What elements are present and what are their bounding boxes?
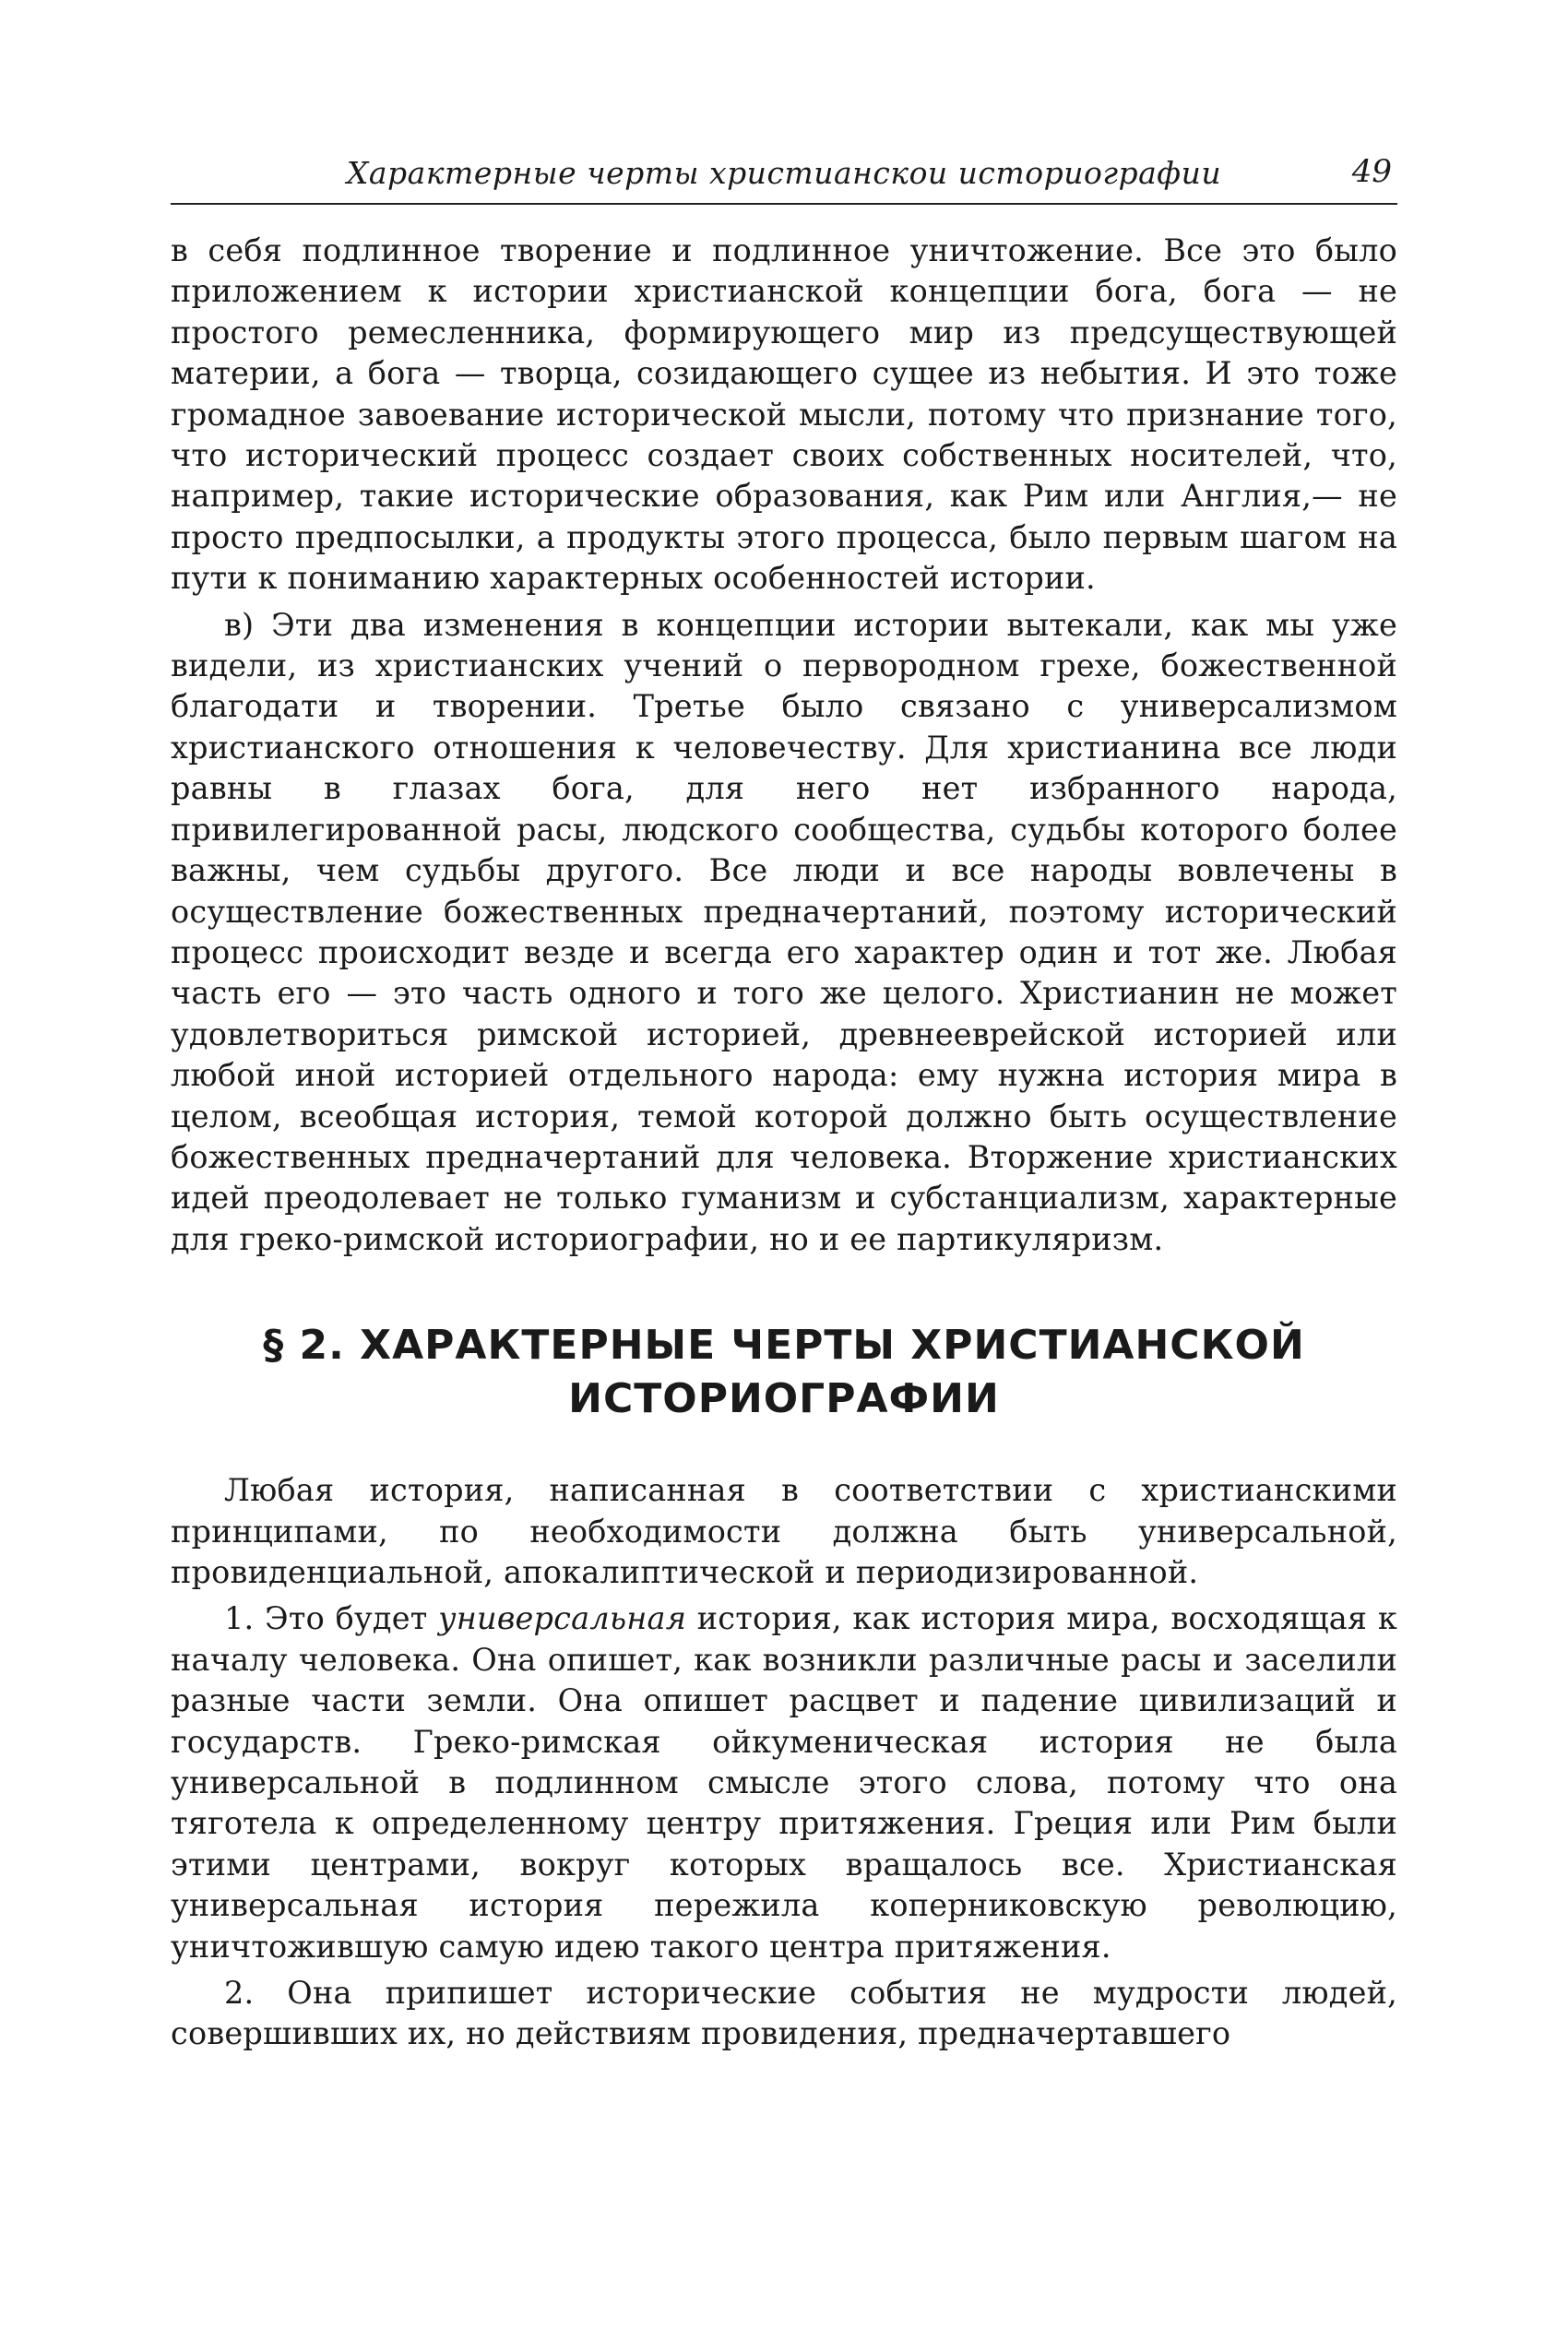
paragraph-continuation: в себя подлинное творение и подлинное уничтожение. Все это было приложением к истории христианской концепции бога, бога — не простого ремесленника, формирующего мир из предсуществующей материи, а бога — творца, созидающего сущее из небытия. И это тоже громадное завоевание исторической мысли, потому что признание того, что исторический процесс создает своих собственных носителей, что, например, такие исторические образования, как Рим или Англия,— не просто предпосылки, а продукты этого процесса, было первым шагом на пути к пониманию характерных особенностей истории. [171,232,1397,597]
body-text [171,231,1397,2055]
point-1-start: 1. Это будет [224,1600,439,1637]
paragraph-point-1 [171,1598,1397,1967]
running-title: Характерные черты христианскои историографии [346,155,1222,191]
point-1-emphasis: универсальная [438,1600,687,1637]
page-number: 49 [1351,153,1392,190]
section-heading [171,1319,1397,1426]
section-heading-line-2: ИСТОРИОГРАФИИ [568,1375,1000,1423]
paragraph-point-v: в) Эти два изменения в концепции истории вытекали, как мы уже видели, из христианских учений о первородном грехе, божественной благодати и творении. Третье было связано с универсализмом христианского отношения к человечеству. Для христианина все люди равны в глазах бога, для него нет избранного народа, привилегированной расы, людского сообщества, судьбы которого более важны, чем судьбы другого. Все люди и все народы вовлечены в осуществление божественных предначертаний, поэтому исторический процесс происходит везде и всегда его характер один и тот же. Любая часть его — это часть одного и того же целого. Христианин не может удовлетвориться римской историей, древнееврейской историей или любой иной историей отдельного народа: ему нужна история мира в целом, всеобщая история, темой которой должно быть осуществление божественных предначертаний для человека. Вторжение христианских идей преодолевает не только гуманизм и субстанциализм, характерные для греко-римской историографии, но и ее партикуляризм. [171,606,1397,1257]
paragraph-intro: Любая история, написанная в соответствии с христианскими принципами, по необходимости должна быть универсальной, провиденциальной, апокалиптической и периодизированной. [171,1472,1397,1590]
book-page [171,148,1397,2061]
point-1-rest: история, как история мира, восходящая к началу человека. Она опишет, как возникли различные расы и заселили разные части земли. Она опишет расцвет и падение цивилизаций и государств. Греко-римская ойкуменическая история не была универсальной в подлинном смысле этого слова, потому что она тяготела к определенному центру притяжения. Греция или Рим были этими центрами, вокруг которых вращалось все. Христианская универсальная история пережила коперниковскую революцию, уничтожившую самую идею такого центра притяжения. [171,1600,1397,1965]
running-head [171,148,1397,205]
section-heading-line-1: § 2. ХАРАКТЕРНЫЕ ЧЕРТЫ ХРИСТИАНСКОЙ [263,1322,1305,1370]
paragraph-point-2: 2. Она припишет исторические события не мудрости людей, совершивших их, но действиям провидения, предначертавшего [171,1975,1397,2052]
